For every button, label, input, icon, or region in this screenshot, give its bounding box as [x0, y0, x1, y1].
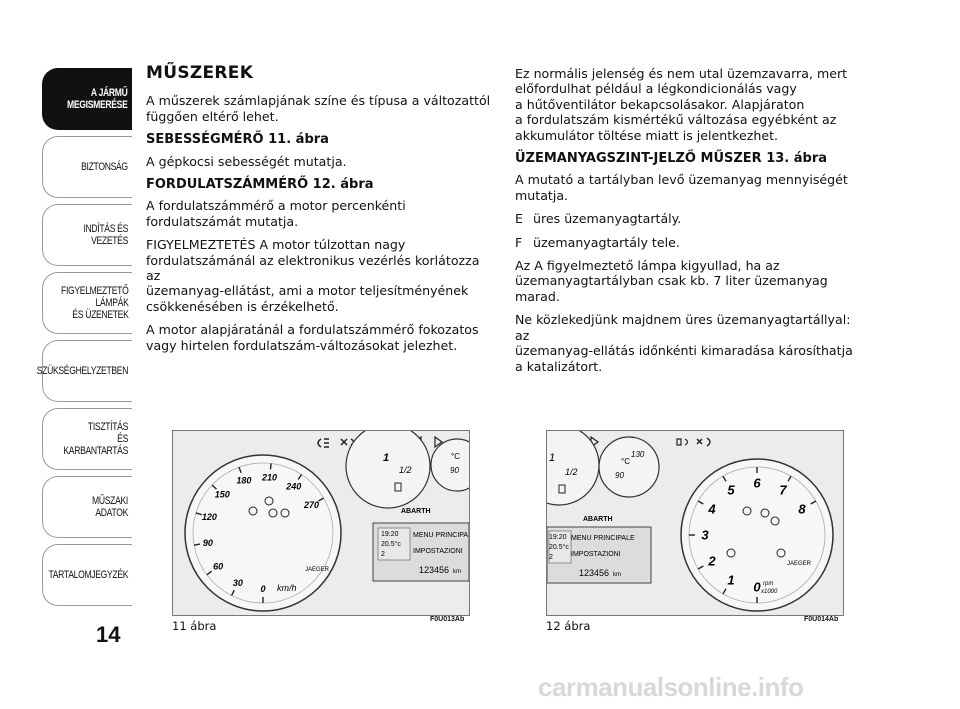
temp-unit: °C [621, 457, 630, 466]
rpm-scale-label: 2 [708, 553, 716, 569]
rpm-scale-label: 1 [727, 572, 735, 588]
tab-maintenance[interactable] [42, 408, 132, 470]
speedometer-figure [172, 430, 470, 616]
rpm-scale-label: 5 [727, 482, 735, 498]
tab-label: TARTALOMJEGYZÉK [48, 569, 128, 581]
speed-scale-label: 120 [201, 512, 217, 523]
right-column [515, 66, 860, 382]
speed-scale-label: 30 [232, 578, 243, 589]
display-odometer: 123456 [579, 568, 610, 578]
temp-value: 90 [450, 466, 459, 475]
tab-index[interactable] [42, 544, 132, 606]
speedometer-illustration [173, 431, 469, 615]
fuel-gauge-half: 1/2 [399, 465, 412, 475]
tab-label: INDÍTÁS ÉS VEZETÉS [83, 223, 128, 247]
item-text: üres üzemanyagtartály. [533, 211, 682, 227]
speed-scale-label: 150 [214, 489, 230, 500]
advice-paragraph: Ne közlekedjünk majdnem üres üzemanyagtartállyal: az üzemanyag-ellátás időnkénti kimaradása károsíthatja a katalizátort. [515, 312, 853, 374]
display-temp: 20.5°c [549, 544, 569, 551]
temp-value: 90 [615, 471, 624, 480]
temp-max: 130 [631, 450, 645, 459]
display-settings: IMPOSTAZIONI [413, 548, 463, 555]
figure-12-caption: 12 ábra [546, 619, 591, 633]
tachometer-heading: FORDULATSZÁMMÉRŐ 12. ábra [146, 177, 374, 193]
tab-safety[interactable] [42, 136, 132, 198]
lamp-paragraph: Az A figyelmeztető lámpa kigyullad, ha az üzemanyagtartályban csak kb. 7 liter üzemanyag marad. [515, 258, 828, 304]
warning-paragraph: FIGYELMEZTETÉS A motor túlzottan nagy fordulatszámánál az elektronikus vezérlés korlátozza az üzemanyag-ellátást, ami a motor teljesítményének csökkenésében is érzékelhető. [146, 237, 480, 314]
tachometer-text: A fordulatszámmérő a motor percenkénti fordulatszámát mutatja. [146, 198, 406, 229]
watermark: carmanualsonline.info [538, 672, 804, 702]
maker-label: JAEGER [787, 561, 812, 567]
display-odometer: 123456 [419, 565, 450, 575]
tab-label: A JÁRMŰ MEGISMERÉSE [67, 87, 128, 111]
speed-scale-label: 210 [261, 472, 278, 483]
normal-paragraph: Ez normális jelenség és nem utal üzemzavarra, mert előfordulhat például a légkondicionálás vagy a hűtőventilátor bekapcsolásakor. Alapjáraton a fordulatszám kismértékű változása egyébként az akkumulátor töltése miatt is jelentkezhet. [515, 66, 848, 143]
rpm-scale-label: 3 [701, 527, 709, 543]
display-menu: MENU PRINCIPA [413, 532, 469, 539]
maker-label: JAEGER [305, 567, 330, 573]
fuel-gauge-heading: ÜZEMANYAGSZINT-JELZŐ MŰSZER 13. ábra [515, 151, 828, 167]
rpm-scale-label: 8 [798, 501, 806, 517]
left-column [146, 63, 496, 361]
fuel-gauge-text: A mutató a tartályban levő üzemanyag mennyiségét mutatja. [515, 172, 848, 203]
tab-technical-data[interactable] [42, 476, 132, 538]
rpm-scale-label: 4 [708, 501, 716, 517]
section-title: MŰSZEREK [146, 63, 254, 83]
display-gear: 2 [381, 551, 385, 558]
speed-scale-label: 90 [202, 537, 213, 548]
figure-12-code: F0U014Ab [804, 616, 839, 623]
rpm-unit: rpm [763, 581, 774, 587]
speed-scale-label: 270 [303, 500, 320, 511]
tab-label: FIGYELMEZTETŐ LÁMPÁK ÉS ÜZENETEK [60, 285, 128, 321]
speed-scale-label: 60 [213, 561, 224, 572]
speed-unit: km/h [277, 583, 297, 593]
speedometer-heading: SEBESSÉGMÉRŐ 11. ábra [146, 132, 329, 148]
display-settings: IMPOSTAZIONI [571, 551, 621, 558]
speed-scale-label: 180 [236, 475, 252, 486]
idle-paragraph: A motor alapjáratánál a fordulatszámmérő fokozatos vagy hirtelen fordulatszám-változásokat jelezhet. [146, 322, 479, 353]
item-key: E [515, 211, 523, 227]
figure-11-code: F0U013Ab [430, 616, 465, 623]
rpm-scale-label: 7 [779, 482, 787, 498]
display-temp: 20.5°c [381, 541, 401, 548]
speed-scale-label: 0 [260, 584, 266, 595]
tab-label: BIZTONSÁG [81, 161, 128, 173]
fuel-gauge-one: 1 [549, 452, 556, 464]
tab-vehicle-overview[interactable] [42, 68, 132, 130]
chapter-tabs [36, 68, 132, 612]
tachometer-illustration [547, 431, 843, 615]
temp-unit: °C [451, 452, 460, 461]
speedometer-text: A gépkocsi sebességét mutatja. [146, 153, 347, 169]
tab-label: SZÜKSÉGHELYZETBEN [36, 365, 128, 377]
rpm-scale-label: 6 [753, 475, 761, 491]
display-odo-unit: km [613, 572, 621, 578]
rpm-multiplier: x1000 [761, 589, 778, 595]
page-number: 14 [96, 622, 121, 647]
intro-paragraph: A műszerek számlapjának színe és típusa a változattól függően eltérő lehet. [146, 93, 491, 124]
tab-warning-lights[interactable] [42, 272, 132, 334]
tab-starting-driving[interactable] [42, 204, 132, 266]
brand-logo: ABARTH [583, 516, 613, 523]
list-item [515, 235, 860, 250]
display-time: 19:20 [381, 531, 399, 538]
list-item [515, 211, 860, 226]
speed-scale-label: 240 [286, 481, 302, 492]
speed-scale-tick [270, 463, 271, 469]
rpm-scale-label: 0 [753, 579, 761, 595]
display-menu: MENU PRINCIPALE [571, 535, 635, 542]
tachometer-figure [546, 430, 844, 616]
tab-label: MŰSZAKI ADATOK [92, 495, 128, 519]
fuel-gauge-half: 1/2 [565, 467, 578, 477]
figure-11-caption: 11 ábra [172, 619, 217, 633]
brand-logo: ABARTH [401, 508, 431, 515]
fuel-gauge-one: 1 [383, 452, 390, 464]
item-key: F [515, 234, 523, 250]
item-text: üzemanyagtartály tele. [533, 234, 680, 250]
display-odo-unit: km [453, 569, 461, 575]
display-gear: 2 [549, 554, 553, 561]
tab-label: TISZTÍTÁS ÉS KARBANTARTÁS [63, 421, 128, 457]
display-time: 19:20 [549, 534, 567, 541]
tab-emergency[interactable] [36, 340, 132, 402]
